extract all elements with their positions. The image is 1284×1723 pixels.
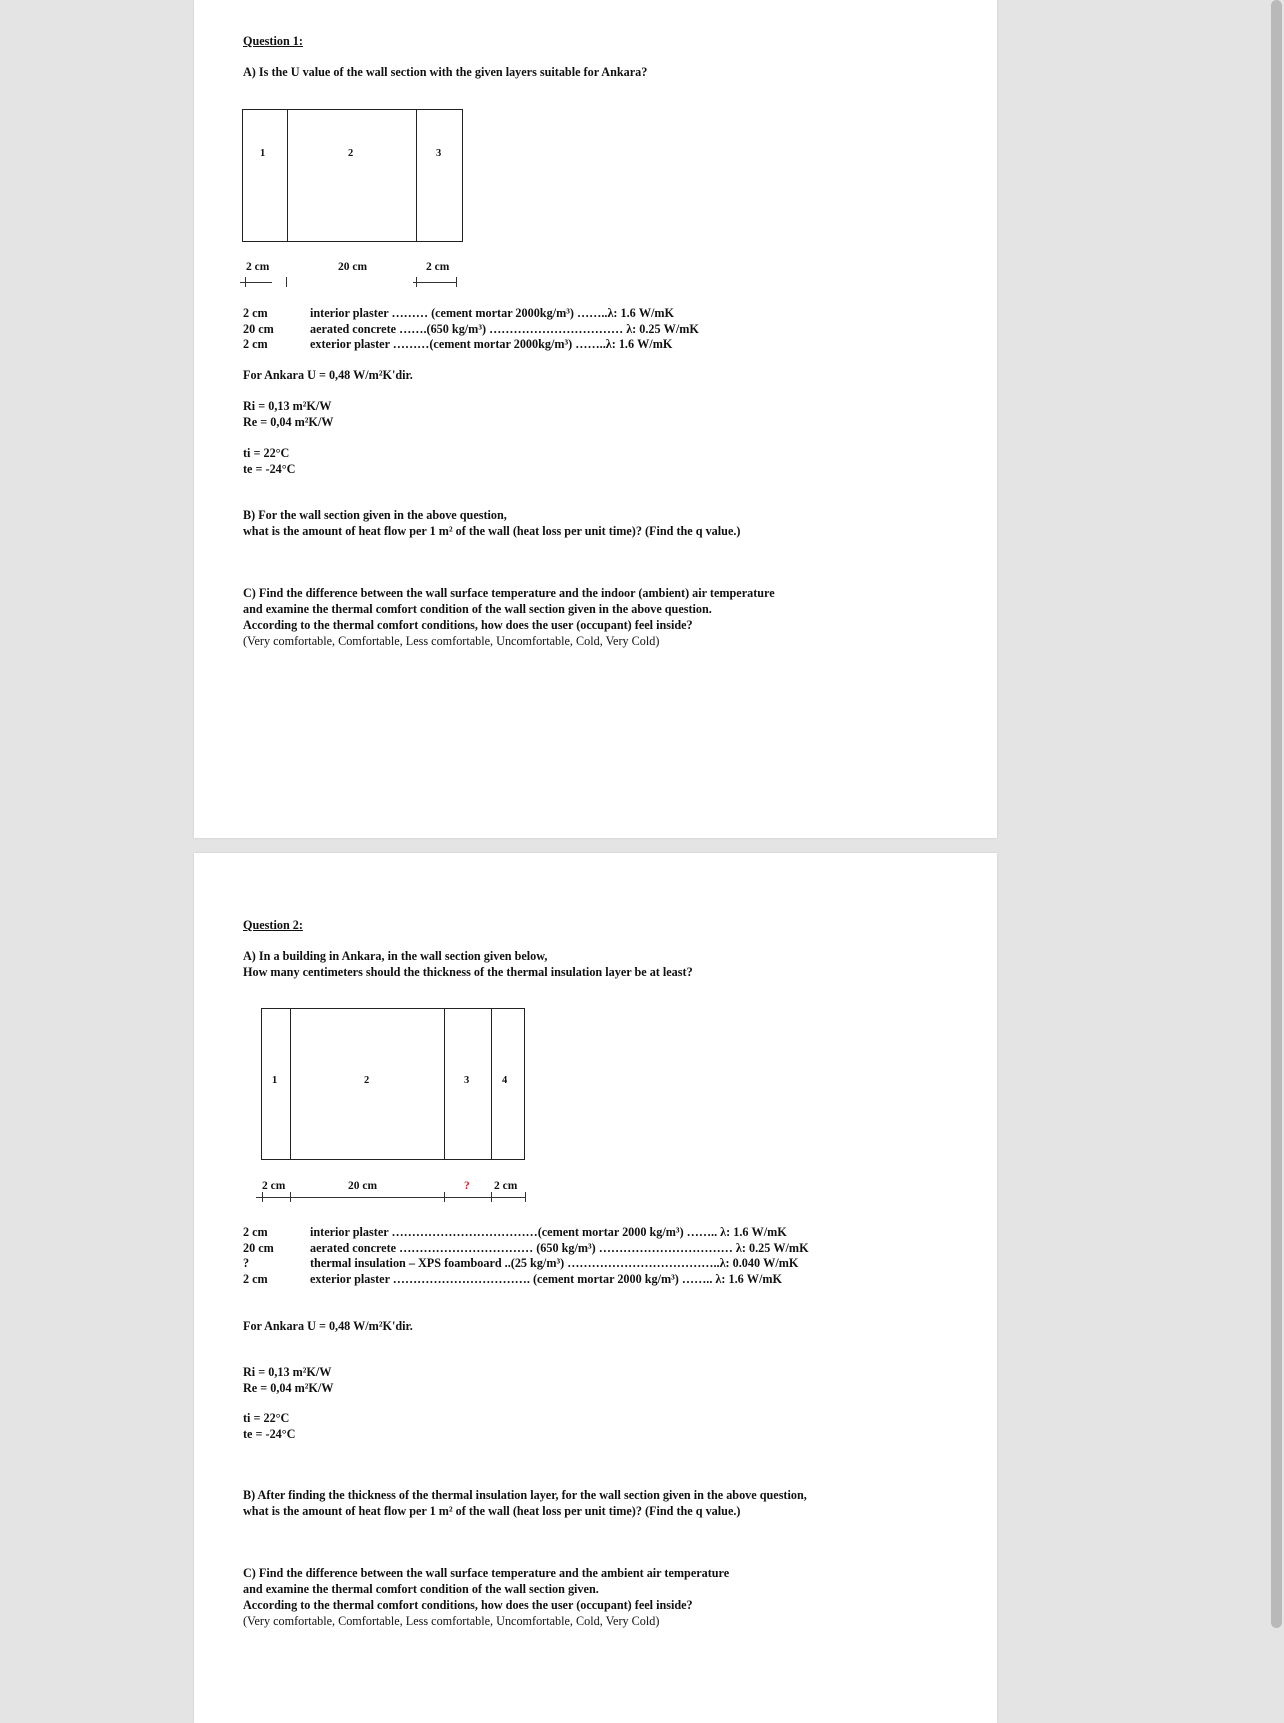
document-page-1 [194,0,997,838]
q1-ankara-u: For Ankara U = 0,48 W/m²K'dir. [243,368,413,382]
scrollbar-thumb[interactable] [1271,0,1282,1628]
q2-layer-thickness: 2 cm [243,1225,268,1239]
q2-heading: Question 2: [243,918,303,932]
q2-temperatures [243,1410,295,1442]
q2-layer-desc: exterior plaster ……………………………. (cement mortar 2000 kg/m³) …….. λ: 1.6 W/mK [310,1271,783,1286]
q1-dim-label: 2 cm [246,261,270,273]
q2-dim-label: 2 cm [494,1180,518,1192]
q2-layer-desc: thermal insulation – XPS foamboard ..(25 kg/m³) ………………………………..λ: 0.040 W/mK [310,1256,799,1270]
q2-ankara-u: For Ankara U = 0,48 W/m²K'dir. [243,1319,413,1333]
q1-part-c: C) Find the difference between the wall surface temperature and the indoor (ambient) air temperature and examine the thermal comfort condition of the wall section given in the above question. According to the thermal comfort conditions, how does the user (occupant) feel inside? (Very comfortable, Comfortable, Less comfortable, Uncomfortable, Cold, Very Cold) [243,586,775,648]
q2-part-a: A) In a building in Ankara, in the wall section given below, How many centimeters should the thickness of the thermal insulation layer be at least? [243,949,693,979]
q1-layer-thickness-list [243,306,274,353]
q1-layer-desc: interior plaster ……… (cement mortar 2000kg/m³) ……..λ: 1.6 W/mK [310,306,675,320]
q2-dim-label: 20 cm [348,1180,378,1192]
q2-layer-number: 1 [272,1075,278,1086]
scrollbar-track[interactable] [1266,0,1284,1723]
q2-comfort-options: (Very comfortable, Comfortable, Less comfortable, Uncomfortable, Cold, Very Cold) [243,1614,660,1628]
q2-dim-line [256,1197,526,1198]
q2-wall-diagram [261,1008,525,1160]
q1-resistances [243,398,333,430]
q2-layer-number: 2 [364,1075,370,1086]
q2-re: Re = 0,04 m²K/W [243,1381,334,1395]
q1-dim-tick [245,277,246,287]
q1-dim-tick [456,277,457,287]
document-page-2 [194,853,997,1723]
q2-resistances [243,1364,333,1396]
q1-dim-tick [416,277,417,287]
q1-ri: Ri = 0,13 m²K/W [243,399,332,413]
q1-layer-divider [287,109,288,242]
q1-layer-thickness: 2 cm [243,306,268,320]
q2-layer-desc: interior plaster ………………………………(cement mortar 2000 kg/m³) …….. λ: 1.6 W/mK [310,1225,787,1239]
q2-layer-divider [290,1008,291,1160]
q1-layer-divider [416,109,417,242]
q2-layer-thickness: 2 cm [243,1271,268,1286]
q2-te: te = -24°C [243,1427,296,1441]
q2-dim-tick [290,1192,291,1202]
q1-layer-desc: exterior plaster ………(cement mortar 2000kg/m³) ……..λ: 1.6 W/mK [310,337,673,351]
q2-layer-thickness: 20 cm [243,1240,274,1255]
q1-part-b: B) For the wall section given in the above question, what is the amount of heat flow per 1 m² of the wall (heat loss per unit time)? (Find the q value.) [243,508,741,538]
q2-dim-tick [444,1192,445,1202]
q2-layer-number: 4 [502,1075,508,1086]
q2-dim-tick [525,1192,526,1202]
q2-dim-tick [262,1192,263,1202]
q2-layer-thickness: ? [243,1256,250,1270]
q1-dim-line [413,282,457,283]
q1-layer-thickness: 20 cm [243,321,274,336]
q2-ri: Ri = 0,13 m²K/W [243,1365,332,1379]
q2-layer-divider [491,1008,492,1160]
q1-layer-number: 2 [348,148,354,159]
q1-layer-number: 3 [436,148,442,159]
q2-ti: ti = 22°C [243,1411,290,1425]
q1-layer-number: 1 [260,148,266,159]
q1-ti: ti = 22°C [243,446,290,460]
q1-te: te = -24°C [243,462,296,476]
q1-dim-label: 20 cm [338,261,368,273]
q1-part-a: A) Is the U value of the wall section with the given layers suitable for Ankara? [243,65,648,79]
q1-dim-tick [286,277,287,287]
q1-comfort-options: (Very comfortable, Comfortable, Less comfortable, Uncomfortable, Cold, Very Cold) [243,634,660,648]
q1-layer-desc: aerated concrete …….(650 kg/m³) …………………………… λ: 0.25 W/mK [310,321,699,336]
q2-layer-thickness-list [243,1225,274,1287]
q2-layer-desc: aerated concrete …………………………… (650 kg/m³) …………………………… λ: 0.25 W/mK [310,1240,809,1255]
q2-dim-label-unknown: ? [464,1180,470,1192]
q2-layer-desc-list [310,1225,809,1287]
q1-re: Re = 0,04 m²K/W [243,415,334,429]
q2-dim-tick [491,1192,492,1202]
q2-dim-label: 2 cm [262,1180,286,1192]
q1-temperatures [243,445,295,477]
q1-layer-thickness: 2 cm [243,337,268,351]
q2-part-b: B) After finding the thickness of the thermal insulation layer, for the wall section given in the above question, what is the amount of heat flow per 1 m² of the wall (heat loss per unit time)? (Find the q value.) [243,1488,807,1518]
q1-layer-desc-list [310,306,699,353]
q2-part-c: C) Find the difference between the wall surface temperature and the ambient air temperature and examine the thermal comfort condition of the wall section given. According to the thermal comfort conditions, how does the user (occupant) feel inside? (Very comfortable, Comfortable, Less comfortable, Uncomfortable, Cold, Very Cold) [243,1566,730,1628]
q1-heading: Question 1: [243,34,303,48]
q1-dim-label: 2 cm [426,261,450,273]
q2-layer-divider [444,1008,445,1160]
q1-wall-diagram [242,109,463,242]
q2-layer-number: 3 [464,1075,470,1086]
